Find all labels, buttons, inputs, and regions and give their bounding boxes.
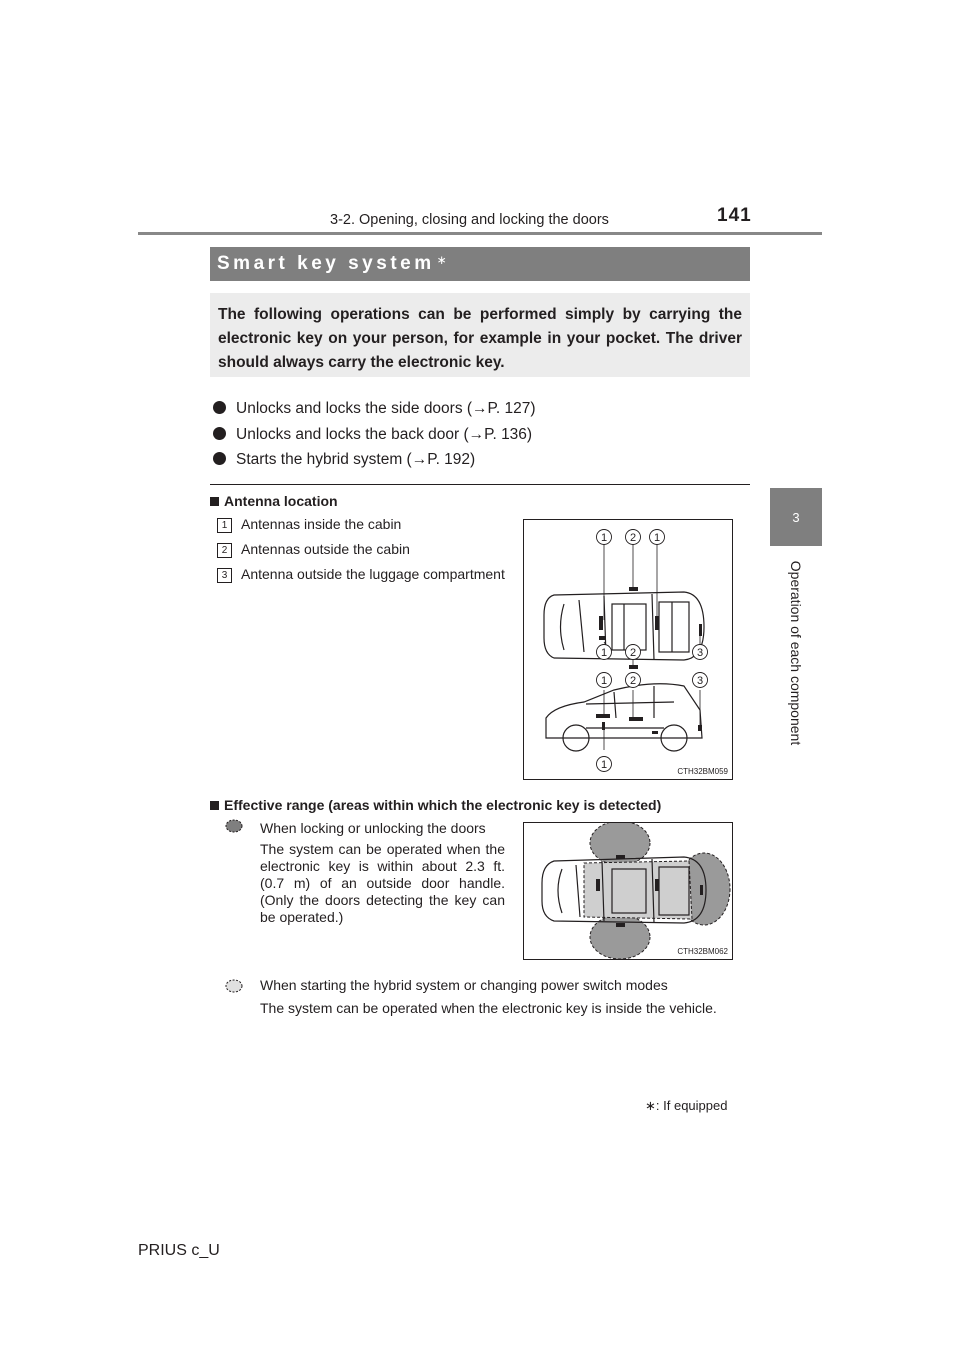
operation-item: Unlocks and locks the side doors (→P. 127)	[213, 400, 536, 418]
chapter-tab-number: 3	[770, 488, 822, 546]
callout-label: 3	[696, 675, 704, 687]
model-code: PRIUS c_U	[138, 1242, 220, 1259]
antenna-item: 2 Antennas outside the cabin	[217, 541, 240, 558]
number-badge: 1	[217, 518, 232, 533]
header-rule	[138, 232, 822, 235]
cabin-zone-text: The system can be operated when the electronic key is inside the vehicle.	[260, 1000, 717, 1016]
operation-item: Unlocks and locks the back door (→P. 136)	[213, 426, 532, 444]
door-zone-text: The system can be operated when the electronic key is within about 2.3 ft. (0.7 m) of an outside door handle. (Only the doors detecting the key can be operated.)	[260, 841, 505, 925]
intro-text: The following operations can be performed simply by carrying the electronic key on your person, for example in your pocket. The driver should always carry the electronic key.	[218, 306, 742, 371]
effective-range-figure	[523, 822, 733, 960]
footnote-text: : If equipped	[655, 1098, 728, 1113]
callout-label: 1	[653, 532, 661, 544]
page-number: 141	[717, 205, 752, 226]
running-header-section: 3-2. Opening, closing and locking the doors	[330, 212, 609, 228]
callout-label: 1	[600, 647, 608, 659]
callout-label: 1	[600, 759, 608, 771]
cabin-zone-icon	[225, 979, 243, 993]
section-divider	[210, 484, 750, 485]
range-heading: Effective range (areas within which the electronic key is detected)	[210, 797, 661, 813]
callout-label: 1	[600, 532, 608, 544]
antenna-item: 1 Antennas inside the cabin	[217, 516, 240, 533]
intro-box	[210, 293, 750, 377]
car-top-view	[544, 592, 704, 660]
car-range-diagram	[524, 823, 732, 959]
car-side-view	[546, 684, 702, 751]
if-equipped-marker: ∗	[436, 253, 451, 267]
car-antenna-diagram	[524, 520, 732, 779]
footnote	[645, 1098, 727, 1114]
antenna-item: 3 Antenna outside the luggage compartment	[217, 566, 240, 583]
bullet-icon	[213, 427, 226, 440]
callout-label: 1	[600, 675, 608, 687]
cabin-zone	[584, 861, 692, 919]
door-zone-icon	[225, 819, 243, 833]
antenna-location-figure	[523, 519, 733, 780]
square-bullet-icon	[210, 801, 219, 810]
section-title: Smart key system	[217, 253, 435, 274]
callout-label: 2	[629, 647, 637, 659]
antenna-heading: Antenna location	[210, 493, 338, 509]
square-bullet-icon	[210, 497, 219, 506]
callout-label: 2	[629, 532, 637, 544]
figure-code: CTH32BM062	[677, 947, 728, 956]
chapter-tab-title-text: Operation of each component	[788, 560, 804, 746]
chapter-tab-title	[770, 548, 822, 758]
bullet-icon	[213, 401, 226, 414]
callout-label: 3	[696, 647, 704, 659]
callout-label: 2	[629, 675, 637, 687]
number-badge: 2	[217, 543, 232, 558]
cabin-zone-title: When starting the hybrid system or changing power switch modes	[260, 977, 668, 993]
figure-code: CTH32BM059	[677, 767, 728, 776]
operation-item: Starts the hybrid system (→P. 192)	[213, 451, 475, 469]
footnote-marker: ∗	[645, 1098, 656, 1113]
number-badge: 3	[217, 568, 232, 583]
bullet-icon	[213, 452, 226, 465]
section-title-bar	[210, 247, 750, 281]
door-zone-title: When locking or unlocking the doors	[260, 820, 486, 836]
